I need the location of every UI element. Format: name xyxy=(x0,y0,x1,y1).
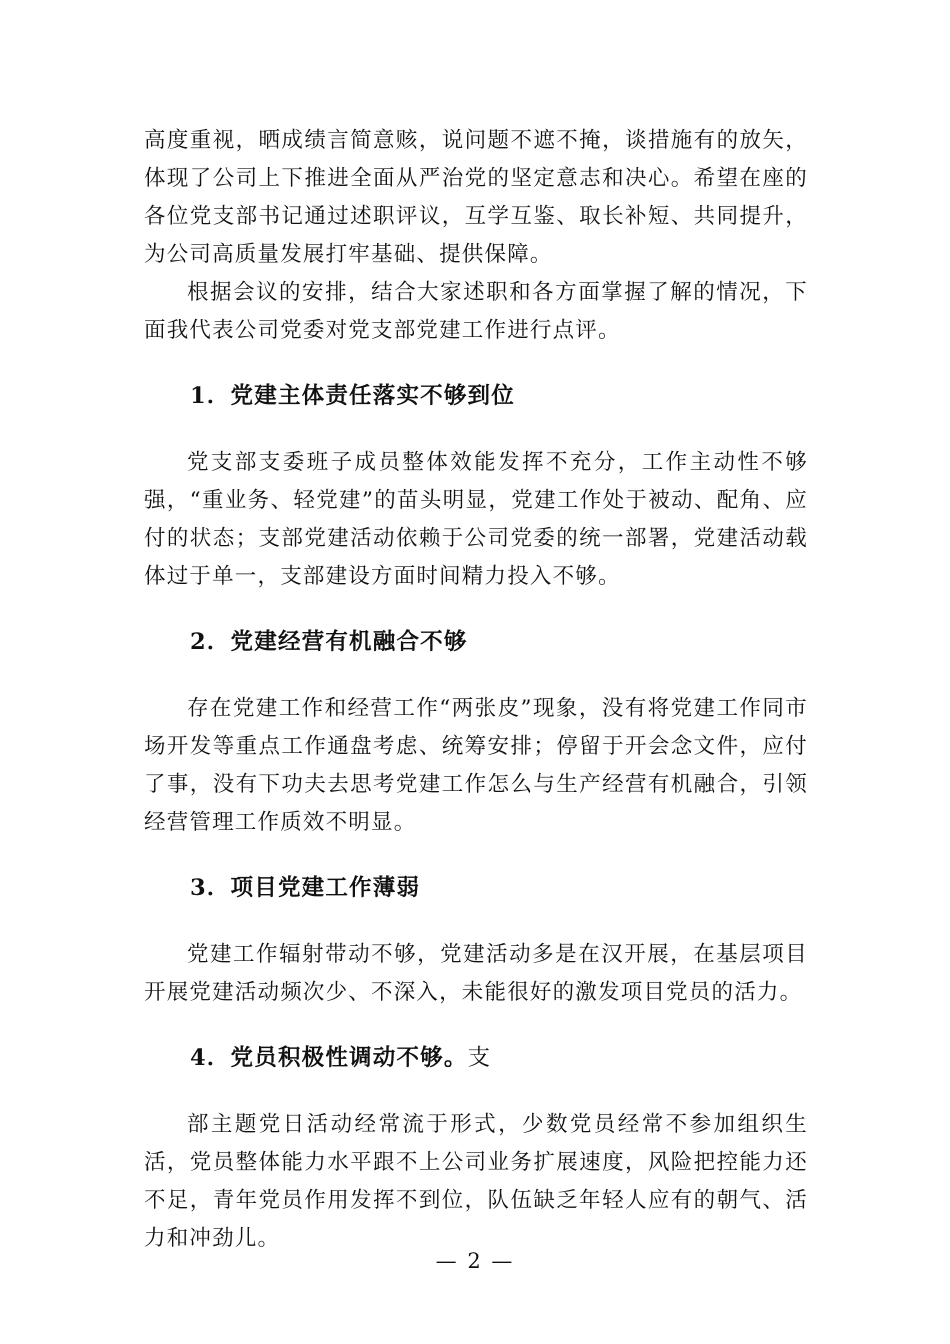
paragraph-continuation: 高度重视，晒成绩言简意赅，说问题不遮不掩，谈措施有的放矢，体现了公司上下推进全面从严治党的坚定意志和决心。希望在座的各位党支部书记通过述职评议，互学互鉴、取长补短、共同提升，为公司高质量发展打牢基础、提供保障。 xyxy=(144,128,808,267)
section-heading-1: 1．党建主体责任落实不够到位 xyxy=(190,383,515,409)
section-heading-3: 3．项目党建工作薄弱 xyxy=(190,875,421,901)
section-heading-2: 2．党建经营有机融合不够 xyxy=(190,629,468,655)
section-body-1: 党支部支委班子成员整体效能发挥不充分，工作主动性不够强，“重业务、轻党建”的苗头明显，党建工作处于被动、配角、应付的状态；支部党建活动依赖于公司党委的统一部署，党建活动载体过于单一，支部建设方面时间精力投入不够。 xyxy=(144,450,808,589)
section-body-4: 部主题党日活动经常流于形式，少数党员经常不参加组织生活，党员整体能力水平跟不上公司业务扩展速度，风险把控能力还不足，青年党员作用发挥不到位，队伍缺乏年轻人应有的朝气、活力和冲劲儿。 xyxy=(144,1112,808,1251)
section-heading-4-title: 4．党员积极性调动不够。 xyxy=(190,1045,468,1071)
section-heading-4 xyxy=(144,1039,808,1077)
section-heading-4-tail: 支 xyxy=(467,1045,492,1071)
document-body xyxy=(144,122,808,1258)
page-number: — 2 — xyxy=(435,1249,515,1273)
section-body-2: 存在党建工作和经营工作“两张皮”现象，没有将党建工作同市场开发等重点工作通盘考虑、统筹安排；停留于开会念文件，应付了事，没有下功夫去思考党建工作怎么与生产经营有机融合，引领经营管理工作质效不明显。 xyxy=(144,696,808,835)
section-body-3: 党建工作辐射带动不够，党建活动多是在汉开展，在基层项目开展党建活动频次少、不深入，未能很好的激发项目党员的活力。 xyxy=(144,942,808,1005)
paragraph-intro: 根据会议的安排，结合大家述职和各方面掌握了解的情况，下面我代表公司党委对党支部党建工作进行点评。 xyxy=(144,280,808,343)
